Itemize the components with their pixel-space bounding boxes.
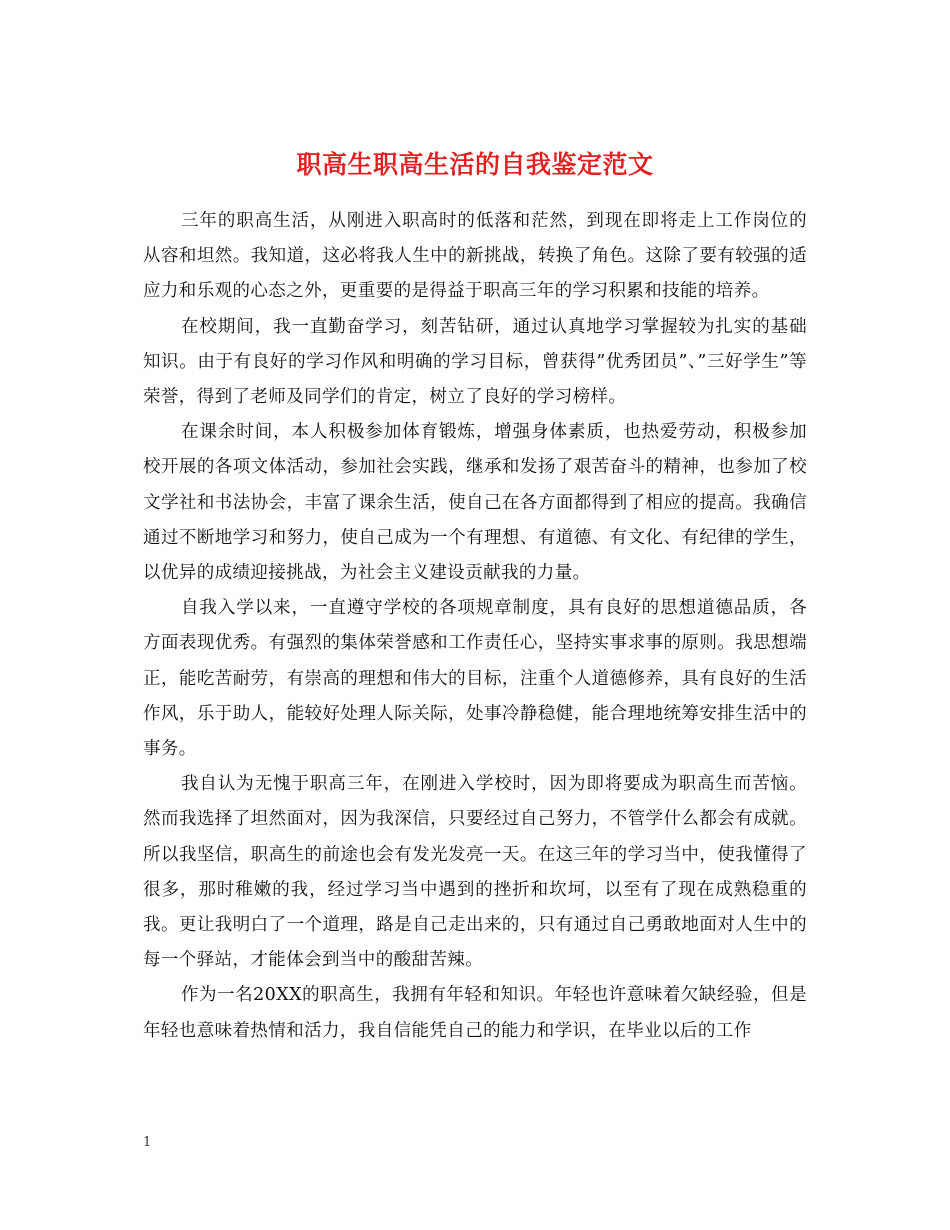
paragraph-1: 三年的职高生活，从刚进入职高时的低落和茫然，到现在即将走上工作岗位的从容和坦然。我知道，这必将我人生中的新挑战，转换了角色。这除了要有较强的适应力和乐观的心态之外，更重要的是得益于职高三年的学习积累和技能的培养。 <box>143 211 807 302</box>
document-title: 职高生职高生活的自我鉴定范文 <box>296 149 654 179</box>
paragraph-3: 在课余时间，本人积极参加体育锻炼，增强身体素质，也热爱劳动，积极参加校开展的各项文体活动，参加社会实践，继承和发扬了艰苦奋斗的精神，也参加了校文学社和书法协会，丰富了课余生活，使自己在各方面都得到了相应的提高。我确信通过不断地学习和努力，使自己成为一个有理想、有道德、有文化、有纪律的学生，以优异的成绩迎接挑战，为社会主义建设贡献我的力量。 <box>143 422 807 584</box>
page-number: 1 <box>143 1135 152 1150</box>
paragraph-2: 在校期间，我一直勤奋学习，刻苦钻研，通过认真地学习掌握较为扎实的基础知识。由于有良好的学习作风和明确的学习目标，曾获得”优秀团员”、”三好学生”等荣誉，得到了老师及同学们的肯定，树立了良好的学习榜样。 <box>143 316 807 408</box>
paragraph-4: 自我入学以来，一直遵守学校的各项规章制度，具有良好的思想道德品质，各方面表现优秀。有强烈的集体荣誉感和工作责任心，坚持实事求事的原则。我思想端正，能吃苦耐劳，有崇高的理想和伟大的目标，注重个人道德修养，具有良好的生活作风，乐于助人，能较好处理人际关际，处事冷静稳健，能合理地统筹安排生活中的事务。 <box>143 598 807 760</box>
paragraph-6: 作为一名20XX的职高生，我拥有年轻和知识。年轻也许意味着欠缺经验，但是年轻也意味着热情和活力，我自信能凭自己的能力和学识，在毕业以后的工作 <box>143 985 807 1041</box>
document-body <box>143 204 807 1049</box>
paragraph-5: 我自认为无愧于职高三年，在刚进入学校时，因为即将要成为职高生而苦恼。然而我选择了坦然面对，因为我深信，只要经过自己努力，不管学什么都会有成就。所以我坚信，职高生的前途也会有发光发亮一天。在这三年的学习当中，使我懂得了很多，那时稚嫩的我，经过学习当中遇到的挫折和坎坷，以至有了现在成熟稳重的我。更让我明白了一个道理，路是自己走出来的，只有通过自己勇敢地面对人生中的每一个驿站，才能体会到当中的酸甜苦辣。 <box>143 774 807 971</box>
